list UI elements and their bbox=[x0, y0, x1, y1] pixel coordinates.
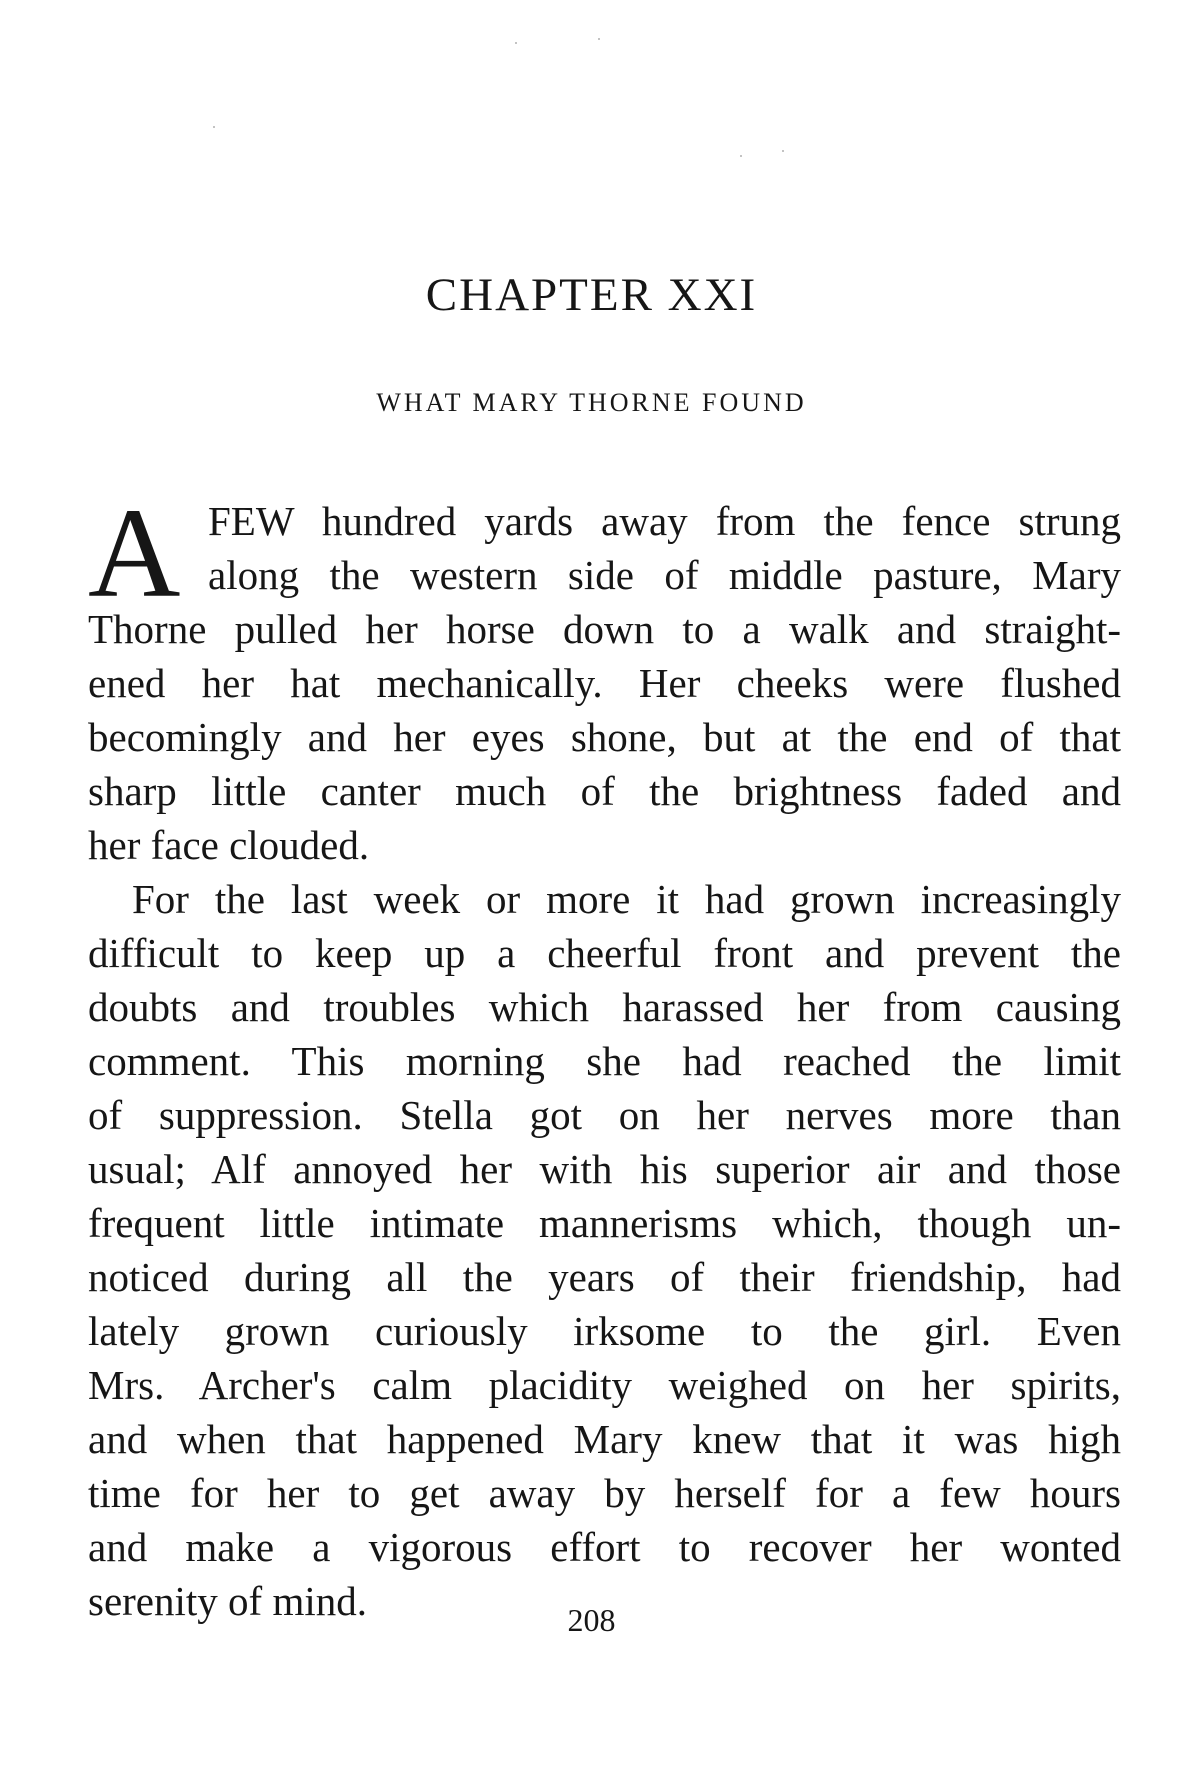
paragraph-1 bbox=[88, 482, 1121, 872]
text-line: her face clouded. bbox=[88, 822, 370, 868]
text-line: becomingly and her eyes shone, but at the end of that bbox=[88, 714, 1121, 760]
paper-speck bbox=[213, 126, 215, 128]
text-line: time for her to get away by herself for a few hours bbox=[88, 1470, 1121, 1516]
text-line: along the western side of middle pasture, Mary bbox=[208, 552, 1121, 598]
chapter-title: CHAPTER XXI bbox=[425, 269, 758, 321]
text-line: noticed during all the years of their friendship, had bbox=[88, 1254, 1121, 1300]
text-line: ened her hat mechanically. Her cheeks were flushed bbox=[88, 660, 1121, 706]
text-line: serenity of mind. bbox=[88, 1578, 367, 1624]
text-line: and make a vigorous effort to recover her wonted bbox=[88, 1524, 1121, 1570]
text-line: frequent little intimate mannerisms which, though un- bbox=[88, 1200, 1121, 1246]
text-line: and when that happened Mary knew that it was high bbox=[88, 1416, 1121, 1462]
text-line: doubts and troubles which harassed her from causing bbox=[88, 984, 1121, 1030]
drop-cap: A bbox=[88, 482, 181, 624]
text-line: FEW hundred yards away from the fence strung bbox=[208, 498, 1121, 544]
text-line: lately grown curiously irksome to the girl. Even bbox=[88, 1308, 1121, 1354]
chapter-subtitle: WHAT MARY THORNE FOUND bbox=[376, 388, 807, 417]
paper-speck bbox=[598, 38, 600, 40]
text-line: For the last week or more it had grown increasingly bbox=[132, 876, 1121, 922]
paper-speck bbox=[782, 150, 784, 152]
paragraph-2 bbox=[88, 872, 1121, 1628]
text-line: usual; Alf annoyed her with his superior air and those bbox=[88, 1146, 1121, 1192]
text-line: comment. This morning she had reached the limit bbox=[88, 1038, 1121, 1084]
text-line: sharp little canter much of the brightness faded and bbox=[88, 768, 1121, 814]
text-line: difficult to keep up a cheerful front and prevent the bbox=[88, 930, 1121, 976]
paper-speck bbox=[515, 42, 517, 44]
text-line: of suppression. Stella got on her nerves more than bbox=[88, 1092, 1121, 1138]
page-number: 208 bbox=[567, 1602, 616, 1638]
text-line: Thorne pulled her horse down to a walk and straight- bbox=[88, 606, 1121, 652]
paper-speck bbox=[740, 155, 742, 157]
text-line: Mrs. Archer's calm placidity weighed on her spirits, bbox=[88, 1362, 1121, 1408]
